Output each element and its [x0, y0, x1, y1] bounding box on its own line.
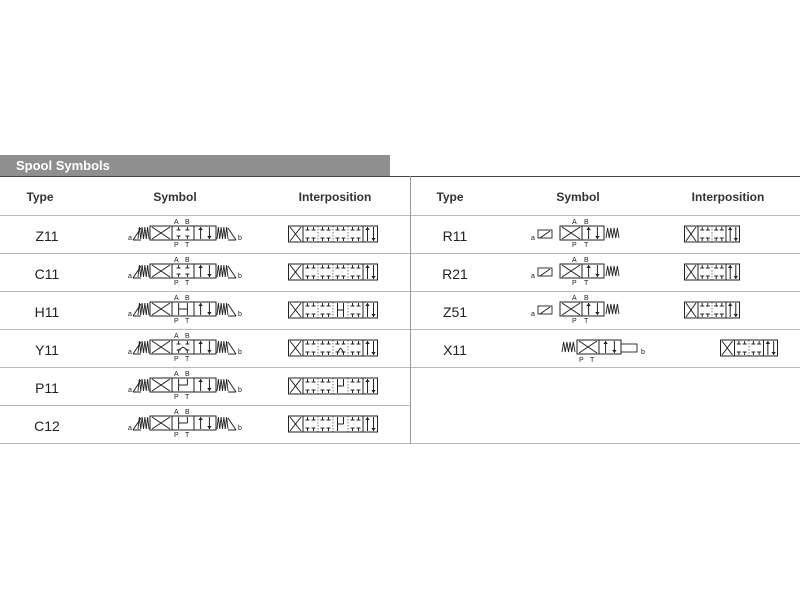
- svg-text:T: T: [185, 242, 190, 249]
- svg-text:a: a: [531, 311, 535, 318]
- svg-text:a: a: [128, 311, 132, 318]
- svg-text:P: P: [572, 318, 577, 325]
- spool-symbol: [127, 294, 242, 326]
- svg-text:A: A: [174, 371, 179, 378]
- spool-type-label: C11: [34, 266, 60, 282]
- spool-type-label: R11: [442, 228, 468, 244]
- interposition-symbol: [288, 301, 378, 321]
- interposition-symbol: [684, 301, 740, 321]
- interposition-symbol: [684, 263, 740, 283]
- row-rule: [0, 405, 410, 406]
- row-rule: [0, 367, 410, 368]
- spool-symbol: [127, 256, 242, 288]
- svg-text:T: T: [584, 318, 589, 325]
- spool-type-label: X11: [443, 342, 467, 358]
- svg-text:B: B: [584, 219, 589, 226]
- spool-symbol: [530, 256, 625, 288]
- svg-text:T: T: [185, 318, 190, 325]
- spool-type-label: Z51: [442, 304, 468, 320]
- svg-text:a: a: [128, 273, 132, 280]
- header-symbol-right: Symbol: [556, 190, 600, 204]
- svg-text:A: A: [174, 219, 179, 226]
- svg-text:A: A: [174, 257, 179, 264]
- svg-text:B: B: [185, 219, 190, 226]
- svg-text:P: P: [579, 357, 584, 364]
- row-rule: [0, 291, 410, 292]
- svg-text:b: b: [238, 311, 242, 318]
- svg-text:B: B: [185, 333, 190, 340]
- row-rule: [411, 367, 800, 368]
- svg-text:P: P: [572, 242, 577, 249]
- svg-text:a: a: [128, 387, 132, 394]
- spool-symbol: [127, 218, 242, 250]
- spool-type-label: Y11: [35, 342, 59, 358]
- svg-text:T: T: [590, 357, 595, 364]
- svg-text:B: B: [584, 257, 589, 264]
- row-rule: [411, 329, 800, 330]
- section-header-bar: [0, 155, 390, 176]
- svg-text:P: P: [174, 318, 179, 325]
- svg-text:T: T: [185, 432, 190, 439]
- interposition-symbol: [288, 339, 378, 359]
- interposition-symbol: [288, 415, 378, 435]
- interposition-symbol: [288, 263, 378, 283]
- spool-symbol: [530, 218, 625, 250]
- svg-text:T: T: [185, 356, 190, 363]
- row-rule: [0, 253, 410, 254]
- row-rule: [0, 329, 410, 330]
- column-divider: [410, 176, 411, 444]
- header-symbol-left: Symbol: [153, 190, 197, 204]
- svg-text:A: A: [572, 257, 577, 264]
- svg-text:b: b: [238, 349, 242, 356]
- row-rule: [0, 215, 410, 216]
- spool-type-label: C12: [34, 418, 60, 434]
- svg-text:b: b: [238, 273, 242, 280]
- spool-type-label: P11: [35, 380, 59, 396]
- svg-text:A: A: [572, 295, 577, 302]
- row-rule: [411, 215, 800, 216]
- svg-text:b: b: [238, 235, 242, 242]
- svg-text:T: T: [185, 280, 190, 287]
- svg-text:a: a: [128, 235, 132, 242]
- spool-symbol: [127, 408, 242, 440]
- svg-text:P: P: [174, 394, 179, 401]
- spool-type-label: R21: [442, 266, 468, 282]
- svg-text:T: T: [185, 394, 190, 401]
- svg-text:B: B: [185, 371, 190, 378]
- section-title: Spool Symbols: [16, 158, 110, 173]
- header-rule: [0, 176, 800, 177]
- svg-text:b: b: [238, 425, 242, 432]
- svg-text:a: a: [128, 425, 132, 432]
- spool-type-label: H11: [34, 304, 60, 320]
- svg-text:a: a: [531, 235, 535, 242]
- svg-text:B: B: [584, 295, 589, 302]
- header-interposition-left: Interposition: [298, 190, 372, 204]
- interposition-symbol: [720, 339, 778, 359]
- row-rule: [411, 253, 800, 254]
- svg-text:b: b: [641, 349, 645, 356]
- svg-text:T: T: [584, 280, 589, 287]
- row-rule: [411, 291, 800, 292]
- spool-symbol: [530, 294, 625, 326]
- spool-type-label: Z11: [35, 228, 59, 244]
- svg-text:A: A: [174, 333, 179, 340]
- header-interposition-right: Interposition: [691, 190, 765, 204]
- svg-text:A: A: [174, 409, 179, 416]
- svg-text:B: B: [185, 295, 190, 302]
- svg-text:A: A: [174, 295, 179, 302]
- row-rule: [411, 443, 800, 444]
- svg-text:P: P: [174, 242, 179, 249]
- header-type-left: Type: [26, 190, 54, 204]
- spool-symbol: [127, 332, 242, 364]
- interposition-symbol: [288, 377, 378, 397]
- header-type-right: Type: [436, 190, 464, 204]
- svg-text:P: P: [174, 432, 179, 439]
- interposition-symbol: [288, 225, 378, 245]
- row-rule: [0, 443, 410, 444]
- interposition-symbol: [684, 225, 740, 245]
- svg-text:T: T: [584, 242, 589, 249]
- spool-symbol: [560, 334, 650, 366]
- svg-text:P: P: [572, 280, 577, 287]
- spool-symbol: [127, 370, 242, 402]
- svg-text:B: B: [185, 409, 190, 416]
- svg-text:P: P: [174, 280, 179, 287]
- svg-text:b: b: [238, 387, 242, 394]
- svg-text:a: a: [531, 273, 535, 280]
- svg-text:B: B: [185, 257, 190, 264]
- svg-text:A: A: [572, 219, 577, 226]
- svg-text:a: a: [128, 349, 132, 356]
- svg-text:P: P: [174, 356, 179, 363]
